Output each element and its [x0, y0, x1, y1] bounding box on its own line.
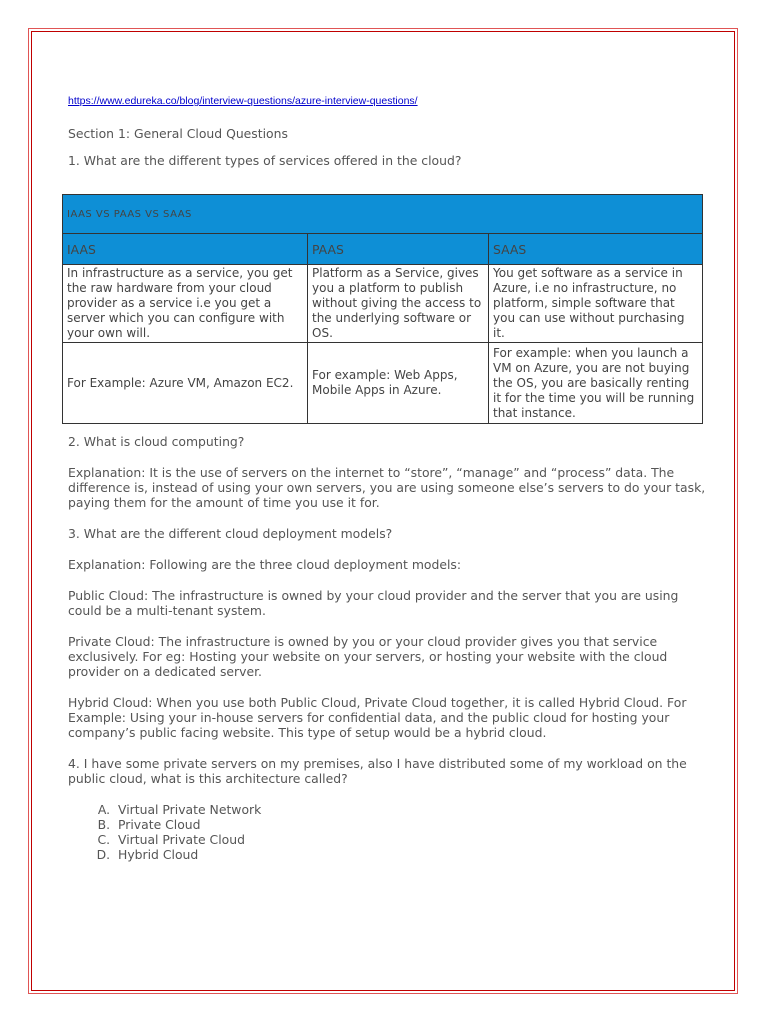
question-3-explanation: Explanation: Following are the three cloud deployment models: [68, 557, 462, 572]
table-row [63, 343, 703, 424]
cell-saas-definition: You get software as a service in Azure, i.e no infrastructure, no platform, simple software that you can use without purchasing it. [489, 265, 703, 343]
list-item: D. Hybrid Cloud [114, 847, 708, 862]
question-3: 3. What are the different cloud deployment models? [68, 526, 393, 541]
private-cloud-paragraph: Private Cloud: The infrastructure is owned by you or your cloud provider gives you that service exclusively. For eg: Hosting your website on your servers, or hosting your website with the cloud provider on a dedicated server. [68, 634, 668, 679]
question-2-explanation: Explanation: It is the use of servers on the internet to “store”, “manage” and “process” data. The difference is, instead of using your own servers, you are using someone else’s servers to do your task, paying them for the amount of time you use it for. [68, 465, 706, 510]
document-header [68, 94, 708, 168]
services-table [62, 194, 703, 424]
table-header-row [63, 234, 703, 265]
table-row [63, 265, 703, 343]
table-caption: IAAS VS PAAS VS SAAS [63, 195, 703, 234]
list-item: C. Virtual Private Cloud [114, 832, 708, 847]
cell-iaas-example: For Example: Azure VM, Amazon EC2. [63, 343, 308, 424]
cell-iaas-definition: In infrastructure as a service, you get the raw hardware from your cloud provider as a service i.e you get a server which you can configure with your own will. [63, 265, 308, 343]
table-caption-row [63, 195, 703, 234]
list-item: B. Private Cloud [114, 817, 708, 832]
hybrid-cloud-paragraph: Hybrid Cloud: When you use both Public Cloud, Private Cloud together, it is called Hybrid Cloud. For Example: Using your in-house servers for confidential data, and the public cloud for hosting your company’s public facing website. This type of setup would be a hybrid cloud. [68, 695, 687, 740]
question-4: 4. I have some private servers on my premises, also I have distributed some of my workload on the public cloud, what is this architecture called? [68, 756, 687, 786]
question-4-options [68, 802, 708, 862]
question-2: 2. What is cloud computing? [68, 434, 245, 449]
public-cloud-paragraph: Public Cloud: The infrastructure is owned by your cloud provider and the server that you are using could be a multi-tenant system. [68, 588, 679, 618]
list-item: A. Virtual Private Network [114, 802, 708, 817]
cell-paas-example: For example: Web Apps, Mobile Apps in Azure. [308, 343, 489, 424]
header-iaas: IAAS [63, 234, 308, 265]
section-title: Section 1: General Cloud Questions [68, 126, 288, 141]
source-link[interactable]: https://www.edureka.co/blog/interview-questions/azure-interview-questions/ [68, 95, 418, 107]
question-1: 1. What are the different types of services offered in the cloud? [68, 153, 462, 168]
cell-saas-example: For example: when you launch a VM on Azure, you are not buying the OS, you are basically renting it for the time you will be running that instance. [489, 343, 703, 424]
header-paas: PAAS [308, 234, 489, 265]
header-saas: SAAS [489, 234, 703, 265]
cell-paas-definition: Platform as a Service, gives you a platform to publish without giving the access to the underlying software or OS. [308, 265, 489, 343]
document-body [68, 434, 708, 862]
